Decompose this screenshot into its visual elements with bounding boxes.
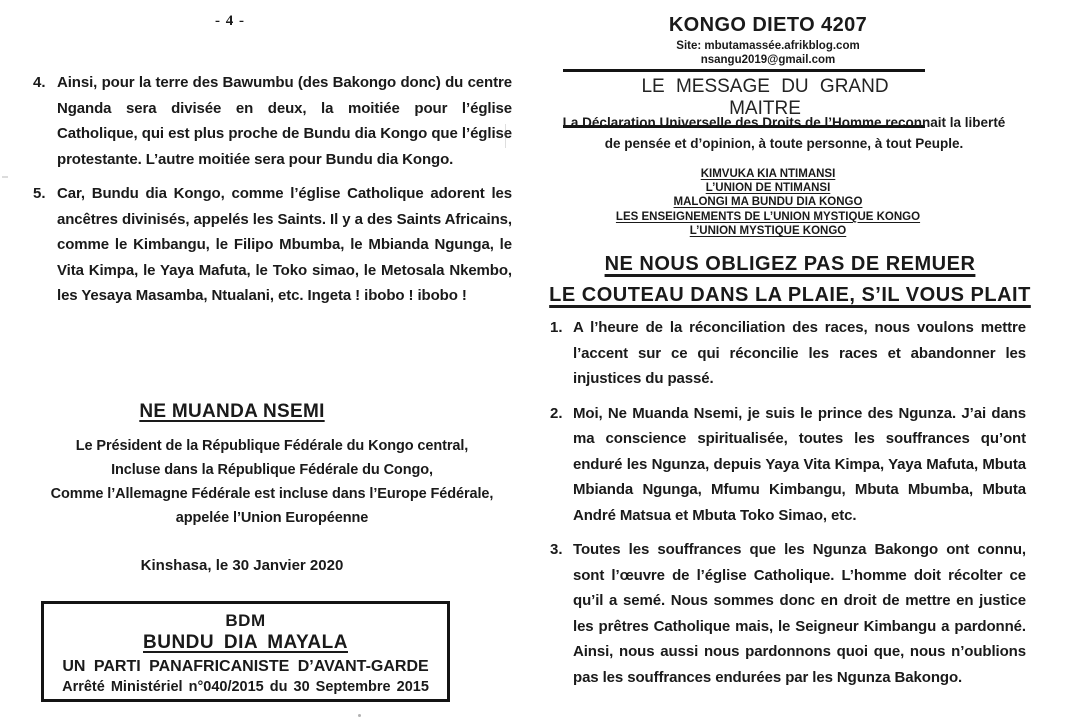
list-item xyxy=(33,181,512,309)
president-line: Comme l’Allemagne Fédérale est incluse dans l’Europe Fédérale, xyxy=(50,486,494,502)
slogan-line: LES ENSEIGNEMENTS DE L’UNION MYSTIQUE KONGO xyxy=(615,210,921,223)
item-number: 3. xyxy=(550,541,563,558)
list-item xyxy=(550,315,1026,392)
right-page xyxy=(545,0,1089,724)
item-text: Car, Bundu dia Kongo, comme l’église Catholique adorent les ancêtres divinisés, appelés les Saints. Il y a des Saints Africains, comme le Kimbangu, le Filipo Mbumba, le Mbianda Ngunga, le Vita Kimpa, le Yaya Mafuta, le Toko simao, le Metosala Nkembo, les Yesaya Masamba, Ntualani, etc. Ingeta ! ibobo ! ibobo ! xyxy=(57,185,512,304)
intro-line: La Déclaration Universelle des Droits de l’Homme reconnait la liberté xyxy=(562,115,1006,130)
right-numbered-list xyxy=(550,315,1026,699)
item-number: 4. xyxy=(33,74,46,91)
scan-artifact xyxy=(358,714,361,717)
slogan-line: L’UNION DE NTIMANSI xyxy=(705,182,831,195)
item-number: 1. xyxy=(550,319,563,336)
party-subtitle: UN PARTI PANAFRICANISTE D’AVANT-GARDE xyxy=(62,658,429,675)
slogan-list xyxy=(545,167,991,238)
scan-artifact xyxy=(505,124,506,148)
scan-artifact xyxy=(2,176,8,178)
president-line: Incluse dans la République Fédérale du Congo, xyxy=(111,462,433,478)
intro-line: de pensée et d’opinion, à toute personne, à tout Peuple. xyxy=(604,136,964,151)
item-text: Toutes les souffrances que les Ngunza Bakongo ont connu, sont l’œuvre de l’église Catholique. L’homme doit récolter ce qu’il a semé. Nous sommes donc en droit de mettre en justice les prêtres Catholique mais, le Seigneur Kimbangu a pardonné. Ainsi, nous aussi nous pardonnons quoi que, nous n’oublions pas les souffrances endurées par les Ngunza Bakongo. xyxy=(573,541,1026,686)
list-item xyxy=(550,401,1026,529)
slogan-line: MALONGI MA BUNDU DIA KONGO xyxy=(673,196,863,209)
left-numbered-list xyxy=(33,70,512,318)
president-title-block xyxy=(2,434,542,530)
headline-line: LE COUTEAU DANS LA PLAIE, S’IL VOUS PLAIT xyxy=(549,284,1031,306)
slogan-line: L’UNION MYSTIQUE KONGO xyxy=(689,224,847,237)
list-item xyxy=(550,537,1026,690)
item-number: 2. xyxy=(550,404,563,422)
page-number: - 4 - xyxy=(215,13,245,29)
item-text: Moi, Ne Muanda Nsemi, je suis le prince des Ngunza. J’ai dans ma conscience spiritualisée, toutes les souffrances qu’ont enduré les Ngunza, depuis Yaya Vita Kimpa, Yaya Mafuta, Mbuta Mbianda Ngunga, Mfumu Kimbangu, Mbuta Mbumba, Mbuta André Matsua et Mbuta Toko Simao, etc. xyxy=(573,404,1026,524)
headline-line: NE NOUS OBLIGEZ PAS DE REMUER xyxy=(604,253,976,275)
bulletin-title: KONGO DIETO 4207 xyxy=(668,14,868,36)
bdm-party-box xyxy=(41,601,450,702)
main-headline xyxy=(545,249,1035,311)
item-text: A l’heure de la réconciliation des races, nous voulons mettre l’accent sur ce qui réconcilie les races et abandonner les injustices du passé. xyxy=(573,319,1026,387)
intro-declaration xyxy=(545,112,1023,154)
president-line: appelée l’Union Européenne xyxy=(175,510,369,526)
slogan-line: KIMVUKA KIA NTIMANSI xyxy=(700,168,836,180)
item-text: Ainsi, pour la terre des Bawumbu (des Bakongo donc) du centre Nganda sera divisée en deux, la moitiée pour l’église Catholique, qui est plus proche de Bundu dia Kongo que l’église protestante. L’autre moitiée sera pour Bundu dia Kongo. xyxy=(57,74,512,168)
website-line: Site: mbutamassée.afrikblog.com xyxy=(676,40,860,52)
heading-ne-muanda-nsemi: NE MUANDA NSEMI xyxy=(139,401,325,422)
party-decree: Arrêté Ministériel n°040/2015 du 30 Septembre 2015 xyxy=(62,679,429,695)
list-item xyxy=(33,70,512,172)
president-line: Le Président de la République Fédérale du Kongo central, xyxy=(75,438,469,454)
banner-le-message: LE MESSAGE DU GRAND MAITRE xyxy=(563,69,925,128)
item-number: 5. xyxy=(33,185,46,202)
party-acronym: BDM xyxy=(225,611,266,630)
masthead xyxy=(545,12,991,67)
party-name: BUNDU DIA MAYALA xyxy=(143,632,348,653)
email-line: nsangu2019@gmail.com xyxy=(700,54,836,66)
dateline: Kinshasa, le 30 Janvier 2020 xyxy=(140,557,344,574)
